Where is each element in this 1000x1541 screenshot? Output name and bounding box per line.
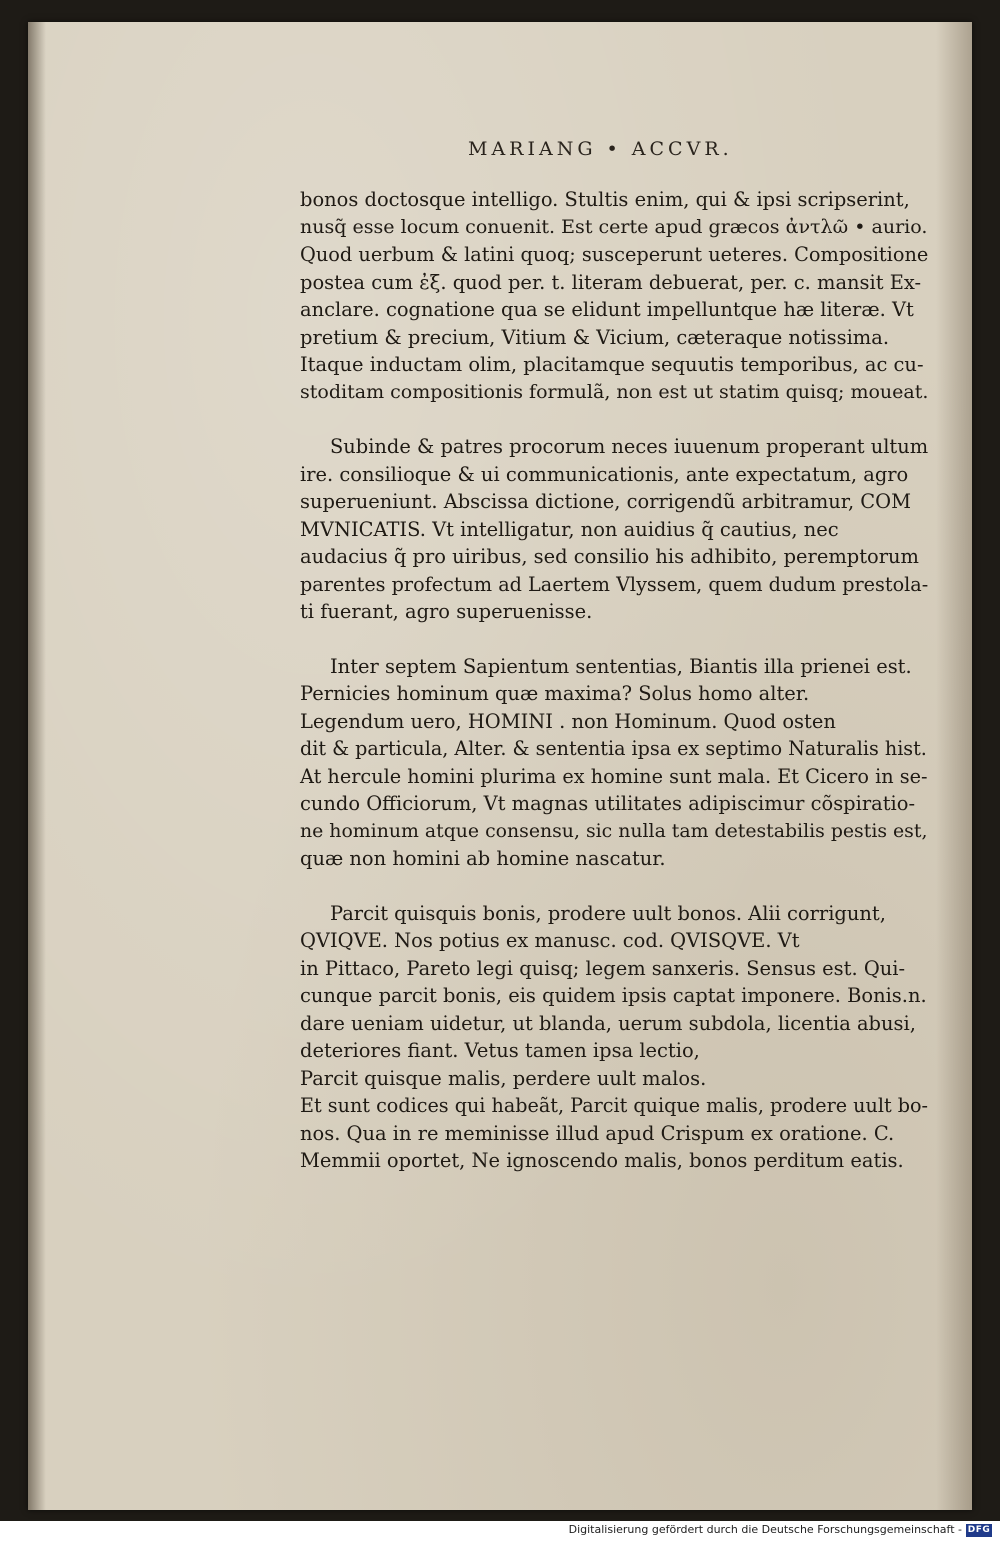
text-line: deteriores fiant. Vetus tamen ipsa lectio,	[300, 1039, 700, 1062]
paragraph	[300, 900, 930, 1175]
text-line: Subinde & patres procorum neces iuuenum properant ultum	[330, 435, 929, 458]
paragraph	[300, 653, 930, 873]
text-line: ne hominum atque consensu, sic nulla tam detestabilis pestis est,	[300, 819, 928, 842]
text-line: bonos doctosque intelligo. Stultis enim, qui & ipsi scripserint,	[300, 188, 910, 211]
text-line: Pernicies hominum quæ maxima? Solus homo alter.	[300, 682, 810, 705]
text-line: Et sunt codices qui habeãt, Parcit quique malis, prodere uult bo-	[300, 1094, 929, 1117]
text-line: Inter septem Sapientum sententias, Biantis illa prienei est.	[330, 654, 912, 678]
text-line: Parcit quisque malis, perdere uult malos.	[300, 1066, 707, 1090]
text-line: pretium & precium, Vitium & Vicium, cæteraque notissima.	[300, 325, 889, 349]
text-line: ti fuerant, agro superuenisse.	[300, 600, 593, 623]
text-line: Legendum uero, HOMINI . non Hominum. Quod osten	[300, 709, 836, 733]
text-line: cunque parcit bonis, eis quidem ipsis captat imponere. Bonis.n.	[300, 984, 927, 1007]
body-text	[300, 186, 930, 1202]
text-line: Quod uerbum & latini quoq; susceperunt ueteres. Compositione	[300, 243, 929, 266]
text-line: Memmii oportet, Ne ignoscendo malis, bonos perditum eatis.	[300, 1149, 904, 1172]
page-binding-shadow	[28, 22, 46, 1510]
paragraph	[300, 433, 930, 626]
text-line: parentes profectum ad Laertem Vlyssem, quem dudum prestola-	[300, 572, 929, 596]
text-line: MVNICATIS. Vt intelligatur, non auidius q̃ cautius, nec	[300, 517, 839, 541]
text-line: nusq̃ esse locum conuenit. Est certe apud græcos ἀντλῶ • aurio.	[300, 215, 928, 238]
footer-credit: Digitalisierung gefördert durch die Deutsche Forschungsgemeinschaft -	[568, 1523, 962, 1536]
text-line: ire. consilioque & ui communicationis, ante expectatum, agro	[300, 462, 909, 486]
running-title: MARIANG • ACCVR.	[468, 138, 733, 160]
text-line: stoditam compositionis formulã, non est ut statim quisq; moueat.	[300, 380, 929, 403]
text-line: Itaque inductam olim, placitamque sequutis temporibus, ac cu-	[300, 353, 924, 376]
text-line: anclare. cognatione qua se elidunt impelluntque hæ literæ. Vt	[300, 298, 914, 321]
text-line: dare ueniam uidetur, ut blanda, uerum subdola, licentia abusi,	[300, 1011, 916, 1035]
text-line: in Pittaco, Pareto legi quisq; legem sanxeris. Sensus est. Qui-	[300, 956, 906, 980]
text-line: cundo Officiorum, Vt magnas utilitates adipiscimur cõspiratio-	[300, 792, 916, 815]
text-line: postea cum ἐξ. quod per. t. literam debuerat, per. c. mansit Ex-	[300, 270, 922, 294]
text-line: Parcit quisquis bonis, prodere uult bonos. Alii corrigunt,	[330, 901, 886, 925]
text-line: QVIQVE. Nos potius ex manusc. cod. QVISQVE. Vt	[300, 929, 800, 952]
text-line: At hercule homini plurima ex homine sunt mala. Et Cicero in se-	[300, 764, 928, 788]
paragraph	[300, 186, 930, 406]
text-line: superueniunt. Abscissa dictione, corrigendũ arbitramur, COM	[300, 490, 912, 513]
page-edge-shadow	[936, 22, 972, 1510]
text-line: quæ non homini ab homine nascatur.	[300, 847, 666, 870]
dfg-logo-icon: DFG	[967, 1525, 991, 1535]
footer-bar	[0, 1521, 1000, 1541]
text-line: audacius q̃ pro uiribus, sed consilio his adhibito, peremptorum	[300, 545, 919, 568]
text-line: dit & particula, Alter. & sententia ipsa ex septimo Naturalis hist.	[300, 737, 927, 760]
text-line: nos. Qua in re meminisse illud apud Crispum ex oratione. C.	[300, 1121, 895, 1145]
